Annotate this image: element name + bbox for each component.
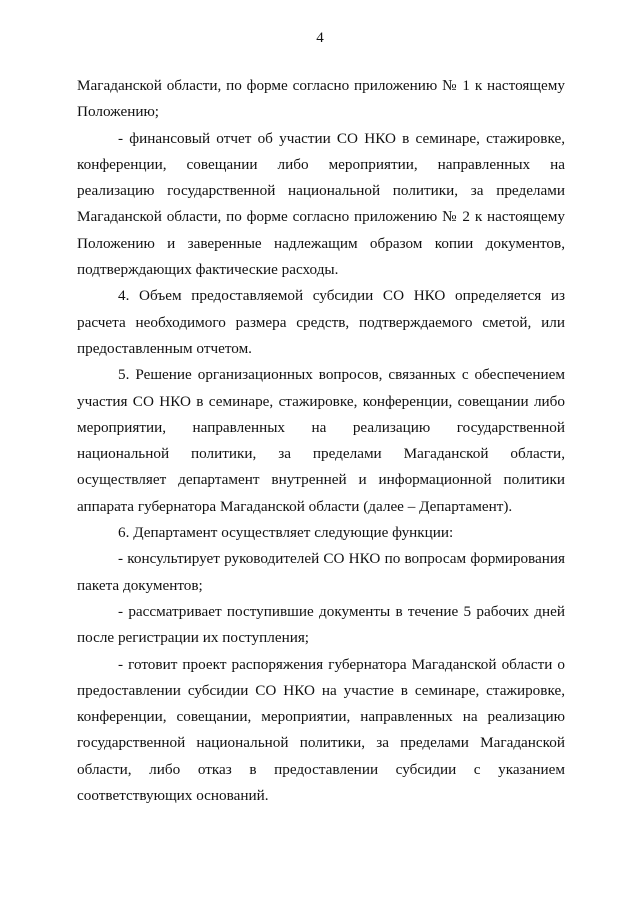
paragraph: Магаданской области, по форме согласно приложению № 1 к настоящему Положению;	[77, 77, 565, 121]
paragraph: - рассматривает поступившие документы в течение 5 рабочих дней после регистрации их поступления;	[77, 602, 565, 647]
paragraph: 4. Объем предоставляемой субсидии СО НКО определяется из расчета необходимого размера средств, подтверждаемого сметой, или предоставленным отчетом.	[77, 287, 565, 357]
paragraph: 6. Департамент осуществляет следующие функции:	[118, 524, 454, 542]
paragraph: 5. Решение организационных вопросов, связанных с обеспечением участия СО НКО в семинаре, стажировке, конференции, совещании либо мероприятии, направленных на реализацию государственной национальной политики, за пределами Магаданской области, осуществляет департамент внутренней и информационной политики аппарата губернатора Магаданской области (далее – Департамент).	[77, 366, 565, 515]
document-body	[77, 73, 565, 809]
paragraph: - готовит проект распоряжения губернатора Магаданской области о предоставлении субсидии СО НКО на участие в семинаре, стажировке, конференции, совещании, мероприятии, направленных на реализацию государственной национальной политики, за пределами Магаданской области, либо отказ в предоставлении субсидии с указанием соответствующих оснований.	[77, 655, 565, 805]
page-number: 4	[316, 30, 324, 46]
paragraph: - финансовый отчет об участии СО НКО в семинаре, стажировке, конференции, совещании либо мероприятии, направленных на реализацию государственной национальной политики, за пределами Магаданской области, по форме согласно приложению № 2 к настоящему Положению и заверенные надлежащим образом копии документов, подтверждающих фактические расходы.	[77, 129, 565, 279]
paragraph: - консультирует руководителей СО НКО по вопросам формирования пакета документов;	[77, 550, 565, 594]
